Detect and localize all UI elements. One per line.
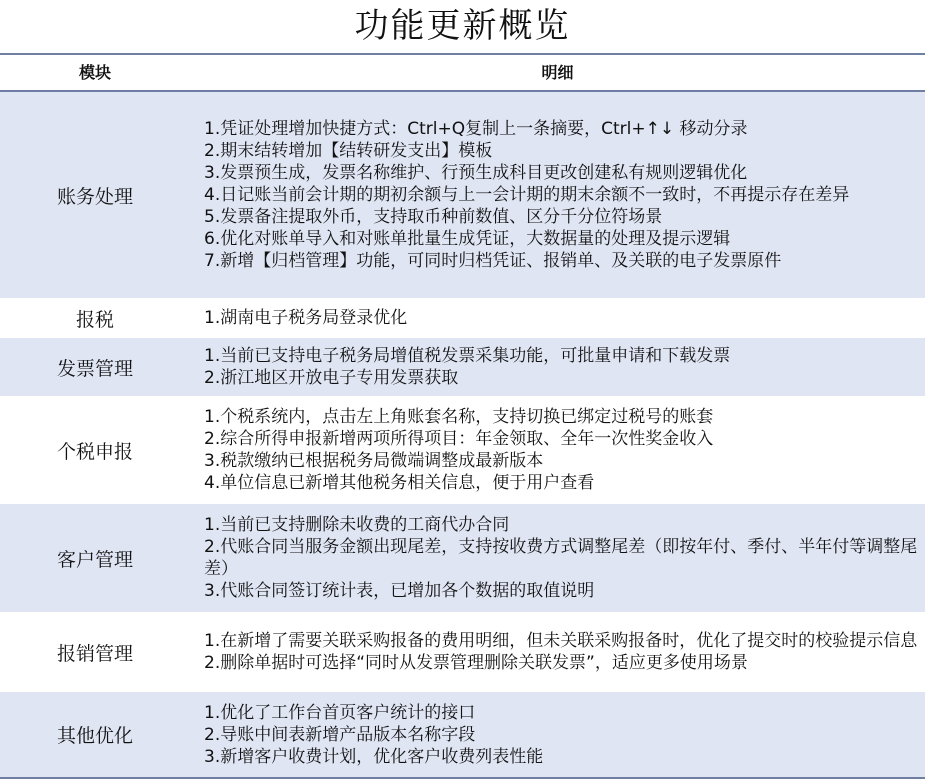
detail-item: 1.个税系统内，点击左上角账套名称，支持切换已绑定过税号的账套 — [204, 407, 714, 427]
detail-cell — [190, 630, 925, 674]
detail-item: 2.导账中间表新增产品版本名称字段 — [204, 724, 476, 745]
detail-item: 2.删除单据时可选择“同时从发票管理删除关联发票”，适应更多使用场景 — [204, 653, 748, 673]
module-cell: 报销管理 — [56, 642, 133, 665]
detail-item: 3.发票预生成，发票名称维护、行预生成科目更改创建私有规则逻辑优化 — [204, 163, 748, 183]
detail-item: 5.发票备注提取外币，支持取币种前数值、区分千分位符场景 — [204, 207, 663, 227]
module-cell: 发票管理 — [56, 357, 133, 380]
header-module: 模块 — [78, 63, 111, 82]
detail-item: 1.在新增了需要关联采购报备的费用明细，但未关联采购报备时，优化了提交时的校验提示信息 — [204, 631, 918, 651]
table-row — [0, 92, 925, 298]
module-cell: 客户管理 — [56, 548, 133, 571]
header-detail: 明细 — [541, 63, 574, 82]
detail-item: 1.当前已支持电子税务局增值税发票采集功能，可批量申请和下载发票 — [204, 346, 731, 366]
detail-item: 4.日记账当前会计期的期初余额与上一会计期的期末余额不一致时，不再提示存在差异 — [204, 185, 850, 205]
detail-cell — [190, 514, 925, 602]
detail-item: 2.代账合同当服务金额出现尾差，支持按收费方式调整尾差（即按年付、季付、半年付等调整尾差） — [204, 537, 918, 579]
table-row — [0, 396, 925, 504]
detail-cell — [190, 345, 925, 389]
table-row — [0, 504, 925, 612]
detail-cell — [190, 307, 925, 329]
detail-item: 6.优化对账单导入和对账单批量生成凭证，大数据量的处理及提示逻辑 — [204, 229, 731, 249]
detail-cell — [190, 702, 925, 768]
detail-item: 3.新增客户收费计划，优化客户收费列表性能 — [204, 746, 544, 767]
detail-item: 2.综合所得申报新增两项所得项目：年金领取、全年一次性奖金收入 — [204, 429, 714, 449]
table-row — [0, 612, 925, 692]
detail-item: 3.代账合同签订统计表，已增加各个数据的取值说明 — [204, 581, 595, 601]
table-row — [0, 298, 925, 338]
detail-item: 1.湖南电子税务局登录优化 — [204, 308, 408, 328]
detail-item: 2.期末结转增加【结转研发支出】模板 — [204, 141, 493, 161]
table-header — [0, 56, 925, 90]
page-title: 功能更新概览 — [354, 6, 571, 46]
table-row — [0, 692, 925, 777]
detail-item: 1.当前已支持删除未收费的工商代办合同 — [204, 515, 510, 535]
module-cell: 个税申报 — [56, 440, 133, 463]
detail-item: 1.优化了工作台首页客户统计的接口 — [204, 702, 476, 723]
detail-item: 2.浙江地区开放电子专用发票获取 — [204, 368, 459, 388]
detail-item: 7.新增【归档管理】功能，可同时归档凭证、报销单、及关联的电子发票原件 — [204, 251, 782, 271]
top-rule — [0, 53, 925, 55]
detail-cell — [190, 118, 925, 272]
detail-item: 1.凭证处理增加快捷方式：Ctrl+Q复制上一条摘要，Ctrl+↑↓ 移动分录 — [204, 119, 748, 139]
module-cell: 其他优化 — [56, 725, 133, 747]
detail-item: 3.税款缴纳已根据税务局微端调整成最新版本 — [204, 451, 544, 471]
module-cell: 报税 — [75, 308, 114, 331]
table-row — [0, 338, 925, 396]
module-cell: 账务处理 — [56, 185, 133, 208]
bottom-rule — [0, 777, 925, 779]
detail-cell — [190, 406, 925, 494]
detail-item: 4.单位信息已新增其他税务相关信息，便于用户查看 — [204, 473, 595, 493]
